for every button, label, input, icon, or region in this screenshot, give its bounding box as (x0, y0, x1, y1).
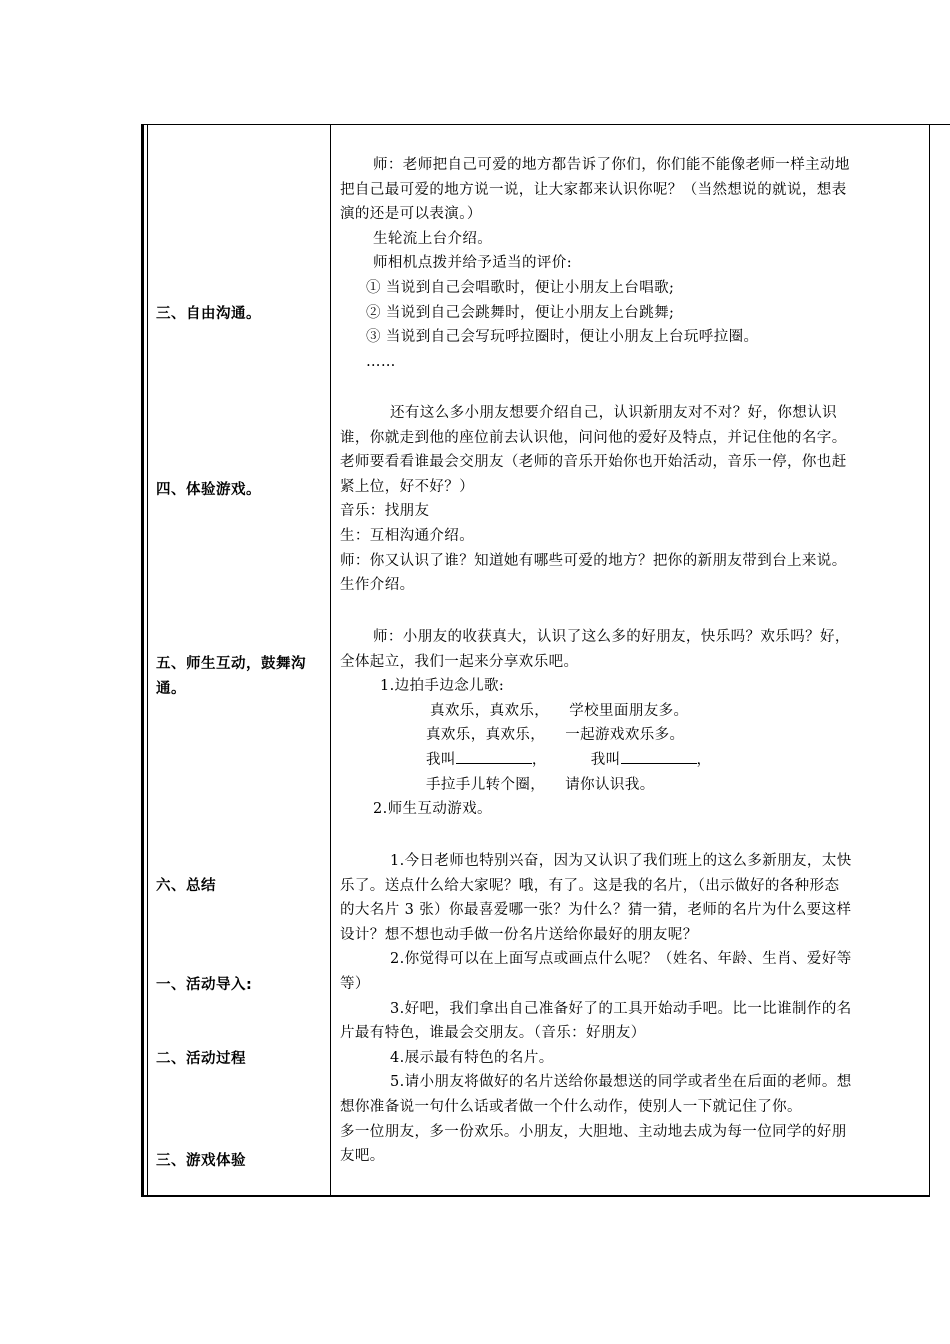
ellipsis: …… (366, 353, 396, 370)
paragraph-line: 1.今日老师也特别兴奋，因为又认识了我们班上的这么多新朋友，太快 (390, 853, 852, 869)
table-left-border (141, 124, 144, 1197)
song-line: 真欢乐，真欢乐， 一起游戏欢乐多。 (426, 727, 685, 744)
paragraph-line: 音乐：找朋友 (340, 503, 430, 520)
paragraph-line: 等） (340, 975, 370, 992)
song-line: 真欢乐，真欢乐， 学校里面朋友多。 (430, 702, 689, 719)
section-label-free-communication: 三、自由沟通。 (156, 306, 261, 322)
paragraph-line: 设计？想不想也动手做一份名片送给你最好的朋友呢？ (340, 926, 698, 943)
paragraph-line: 5.请小朋友将做好的名片送给你最想送的同学或者坐在后面的老师。想 (390, 1074, 852, 1091)
section-label-activity-intro: 一、活动导入: (156, 977, 253, 993)
paragraph-line: 想你准备说一句什么话或者做一个什么动作，使别人一下就记住了你。 (340, 1098, 802, 1115)
list-item: ① 当说到自己会唱歌时，便让小朋友上台唱歌; (366, 279, 675, 296)
paragraph-line: 生轮流上台介绍。 (373, 230, 493, 247)
song-text: ， (696, 751, 712, 768)
paragraph-line: 全体起立，我们一起来分享欢乐吧。 (340, 653, 579, 670)
song-text: 我叫 (590, 751, 621, 768)
song-text: ， (531, 751, 547, 768)
paragraph-line: 师相机点拨并给予适当的评价: (373, 255, 572, 272)
section-label-interaction-line2: 通。 (156, 681, 186, 697)
section-label-game-experience: 四、体验游戏。 (156, 482, 261, 498)
song-line-blanks (340, 748, 915, 773)
paragraph-line: 师：小朋友的收获真大，认识了这么多的好朋友，快乐吗？欢乐吗？好， (373, 629, 850, 645)
content-block-free-communication (340, 153, 915, 374)
section-label-interaction-line1: 五、师生互动，鼓舞沟 (156, 656, 306, 672)
table-bottom-border (141, 1195, 930, 1197)
paragraph-line: 师：老师把自己可爱的地方都告诉了你们，你们能不能像老师一样主动地 (373, 157, 850, 173)
paragraph-line: 3.好吧，我们拿出自己准备好了的工具开始动手吧。比一比谁制作的名 (390, 1000, 852, 1017)
paragraph-line: 2.你觉得可以在上面写点或画点什么呢？（姓名、年龄、生肖、爱好等 (390, 951, 852, 968)
column-divider (330, 124, 331, 1197)
paragraph-line: 友吧。 (340, 1148, 385, 1165)
song-text: 我叫 (426, 751, 456, 768)
paragraph-line: 乐了。送点什么给大家呢？哦，有了。这是我的名片，（出示做好的各种形态 (340, 877, 840, 894)
content-block-interaction (340, 625, 915, 822)
paragraph-line: 谁，你就走到他的座位前去认识他，问问他的爱好及特点，并记住他的名字。 (340, 429, 847, 446)
fill-in-blank (621, 749, 697, 764)
paragraph-line: 生作介绍。 (340, 577, 415, 594)
content-block-summary (340, 849, 915, 1169)
table-top-border (141, 124, 950, 125)
paragraph-line: 师：你又认识了谁？知道她有哪些可爱的地方？把你的新朋友带到台上来说。 (340, 552, 847, 569)
list-item: ② 当说到自己会跳舞时，便让小朋友上台跳舞; (366, 304, 675, 321)
section-label-activity-process: 二、活动过程 (156, 1051, 246, 1067)
paragraph-line: 多一位朋友，多一份欢乐。小朋友，大胆地、主动地去成为每一位同学的好朋 (340, 1123, 847, 1140)
table-left-inner-border (147, 124, 148, 1197)
fill-in-blank (456, 749, 532, 764)
paragraph-line: 生：互相沟通介绍。 (340, 527, 475, 544)
paragraph-line: 紧上位，好不好？） (340, 478, 475, 495)
list-item: ③ 当说到自己会写玩呼拉圈时，便让小朋友上台玩呼拉圈。 (366, 329, 759, 346)
section-label-summary: 六、总结 (156, 878, 216, 894)
paragraph-line: 的大名片 3 张）你最喜爱哪一张？为什么？猜一猜，老师的名片为什么要这样 (340, 902, 852, 919)
paragraph-line: 演的还是可以表演。） (340, 206, 482, 223)
song-line: 手拉手儿转个圈， 请你认识我。 (426, 776, 655, 793)
section-label-game-experience-2: 三、游戏体验 (156, 1153, 246, 1169)
list-item: 1.边拍手边念儿歌: (380, 678, 505, 695)
right-column-divider (929, 124, 930, 1197)
paragraph-line: 把自己最可爱的地方说一说，让大家都来认识你呢？（当然想说的就说，想表 (340, 181, 847, 198)
paragraph-line: 片最有特色，谁最会交朋友。（音乐：好朋友） (340, 1025, 646, 1042)
paragraph-line: 4.展示最有特色的名片。 (390, 1049, 554, 1066)
paragraph-line: 老师要看看谁最会交朋友（老师的音乐开始你也开始活动，音乐一停，你也赶 (340, 454, 847, 471)
paragraph-line: 还有这么多小朋友想要介绍自己，认识新朋友对不对？好，你想认识 (390, 405, 837, 421)
content-block-game (340, 401, 915, 598)
list-item: 2.师生互动游戏。 (373, 801, 492, 818)
